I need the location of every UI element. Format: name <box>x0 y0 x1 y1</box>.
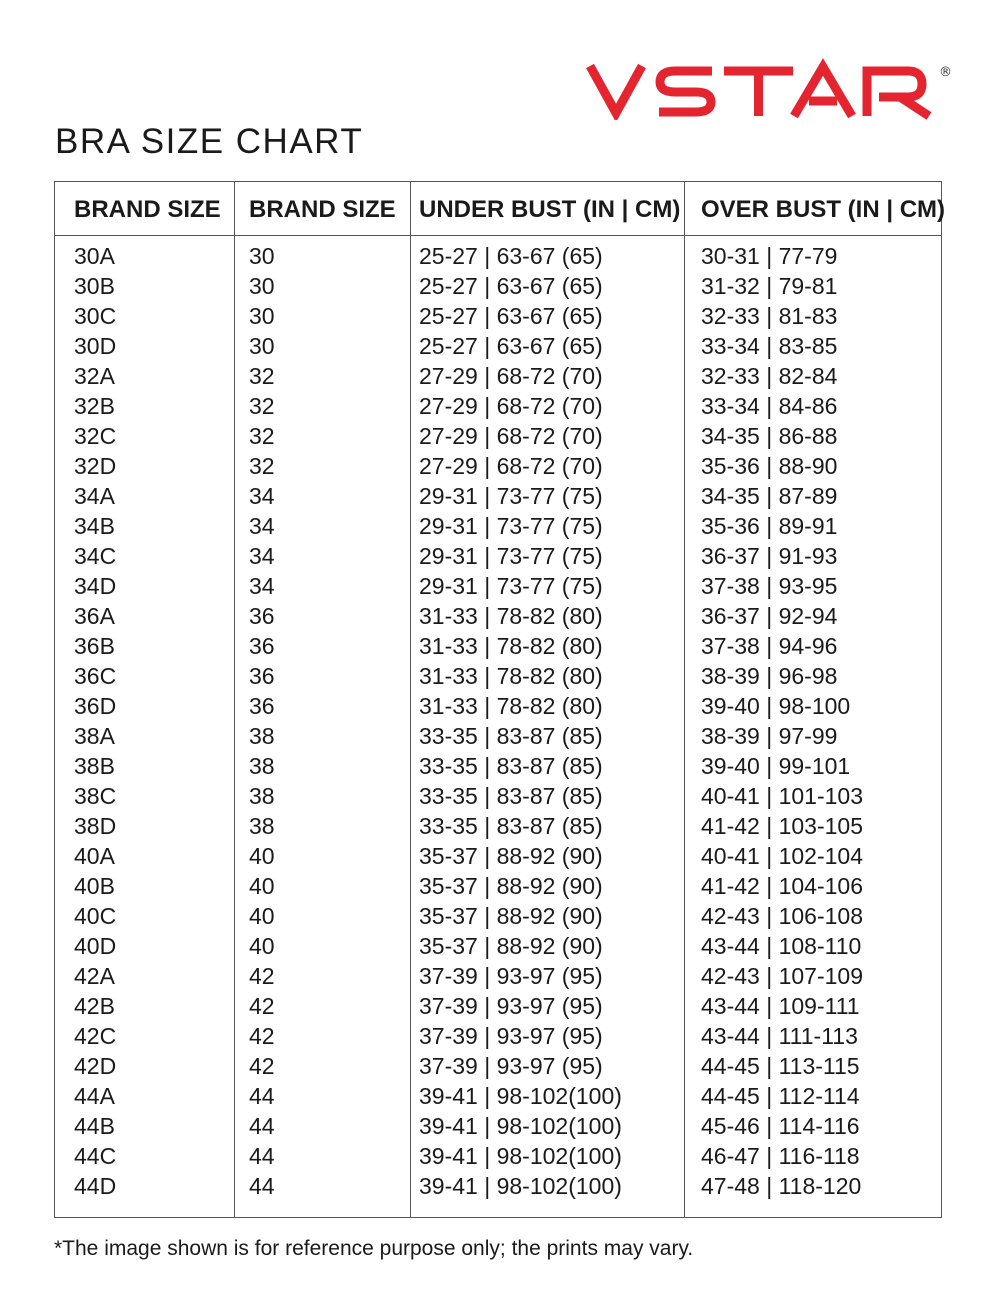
cell-brand-size: 42B <box>74 993 115 1019</box>
cell-brand-size: 30A <box>74 243 115 269</box>
cell-band-size: 34 <box>249 543 275 569</box>
cell-brand-size: 30D <box>74 333 117 359</box>
cell-band-size: 38 <box>249 723 275 749</box>
cell-over-bust: 38-39 | 97-99 <box>701 723 838 749</box>
cell-band-size: 34 <box>249 513 275 539</box>
cell-over-bust: 44-45 | 113-115 <box>701 1053 860 1079</box>
cell-under-bust: 29-31 | 73-77 (75) <box>419 513 603 539</box>
page-title: BRA SIZE CHART <box>55 122 364 161</box>
cell-under-bust: 27-29 | 68-72 (70) <box>419 453 603 479</box>
cell-under-bust: 25-27 | 63-67 (65) <box>419 243 603 269</box>
cell-over-bust: 36-37 | 92-94 <box>701 603 838 629</box>
cell-band-size: 38 <box>249 813 275 839</box>
cell-band-size: 42 <box>249 1053 275 1079</box>
cell-band-size: 44 <box>249 1143 275 1169</box>
cell-over-bust: 43-44 | 111-113 <box>701 1023 858 1049</box>
cell-over-bust: 37-38 | 93-95 <box>701 573 838 599</box>
cell-under-bust: 31-33 | 78-82 (80) <box>419 663 603 689</box>
cell-under-bust: 39-41 | 98-102(100) <box>419 1143 622 1169</box>
cell-over-bust: 41-42 | 104-106 <box>701 873 863 899</box>
cell-brand-size: 40B <box>74 873 115 899</box>
cell-band-size: 32 <box>249 423 275 449</box>
cell-brand-size: 34C <box>74 543 117 569</box>
cell-band-size: 30 <box>249 303 275 329</box>
cell-over-bust: 32-33 | 81-83 <box>701 303 838 329</box>
cell-band-size: 44 <box>249 1113 275 1139</box>
cell-brand-size: 38B <box>74 753 115 779</box>
band-size-column <box>249 241 275 1201</box>
cell-under-bust: 31-33 | 78-82 (80) <box>419 693 603 719</box>
cell-over-bust: 32-33 | 82-84 <box>701 363 838 389</box>
cell-brand-size: 34D <box>74 573 117 599</box>
cell-over-bust: 40-41 | 101-103 <box>701 783 863 809</box>
registered-mark: ® <box>939 65 952 80</box>
cell-band-size: 32 <box>249 453 275 479</box>
cell-over-bust: 42-43 | 106-108 <box>701 903 863 929</box>
cell-band-size: 34 <box>249 483 275 509</box>
cell-band-size: 40 <box>249 903 275 929</box>
header-divider <box>55 235 941 236</box>
header-over-bust: OVER BUST (IN | CM) <box>701 196 946 223</box>
cell-brand-size: 38C <box>74 783 117 809</box>
cell-band-size: 44 <box>249 1083 275 1109</box>
cell-brand-size: 36B <box>74 633 115 659</box>
cell-brand-size: 44A <box>74 1083 115 1109</box>
cell-under-bust: 39-41 | 98-102(100) <box>419 1173 622 1199</box>
cell-under-bust: 33-35 | 83-87 (85) <box>419 753 603 779</box>
over-bust-column <box>701 241 863 1201</box>
cell-brand-size: 36A <box>74 603 115 629</box>
cell-under-bust: 29-31 | 73-77 (75) <box>419 543 603 569</box>
column-divider <box>410 182 411 1217</box>
cell-under-bust: 33-35 | 83-87 (85) <box>419 813 603 839</box>
cell-over-bust: 33-34 | 84-86 <box>701 393 838 419</box>
cell-under-bust: 35-37 | 88-92 (90) <box>419 873 603 899</box>
cell-over-bust: 36-37 | 91-93 <box>701 543 838 569</box>
cell-brand-size: 40A <box>74 843 115 869</box>
cell-under-bust: 31-33 | 78-82 (80) <box>419 603 603 629</box>
cell-under-bust: 27-29 | 68-72 (70) <box>419 363 603 389</box>
cell-brand-size: 44B <box>74 1113 115 1139</box>
cell-band-size: 34 <box>249 573 275 599</box>
cell-under-bust: 35-37 | 88-92 (90) <box>419 843 603 869</box>
cell-brand-size: 34B <box>74 513 115 539</box>
cell-under-bust: 27-29 | 68-72 (70) <box>419 393 603 419</box>
cell-over-bust: 47-48 | 118-120 <box>701 1173 862 1199</box>
cell-over-bust: 39-40 | 99-101 <box>701 753 851 779</box>
cell-band-size: 38 <box>249 783 275 809</box>
cell-over-bust: 37-38 | 94-96 <box>701 633 838 659</box>
header-brand-size-band: BRAND SIZE <box>249 196 396 223</box>
cell-over-bust: 40-41 | 102-104 <box>701 843 863 869</box>
cell-over-bust: 43-44 | 109-111 <box>701 993 860 1019</box>
cell-over-bust: 42-43 | 107-109 <box>701 963 863 989</box>
cell-brand-size: 42C <box>74 1023 117 1049</box>
logo-letter-a <box>794 67 852 116</box>
cell-under-bust: 35-37 | 88-92 (90) <box>419 933 603 959</box>
cell-brand-size: 36C <box>74 663 117 689</box>
cell-brand-size: 32B <box>74 393 115 419</box>
header-under-bust: UNDER BUST (IN | CM) <box>419 196 681 223</box>
cell-under-bust: 37-39 | 93-97 (95) <box>419 963 603 989</box>
cell-band-size: 36 <box>249 633 275 659</box>
cell-band-size: 40 <box>249 843 275 869</box>
cell-over-bust: 30-31 | 77-79 <box>701 243 838 269</box>
cell-over-bust: 41-42 | 103-105 <box>701 813 863 839</box>
cell-brand-size: 30C <box>74 303 117 329</box>
header-brand-size: BRAND SIZE <box>74 196 221 223</box>
cell-under-bust: 37-39 | 93-97 (95) <box>419 1053 603 1079</box>
cell-brand-size: 42D <box>74 1053 117 1079</box>
logo-letter-v <box>590 66 642 113</box>
cell-band-size: 32 <box>249 363 275 389</box>
cell-under-bust: 37-39 | 93-97 (95) <box>419 1023 603 1049</box>
cell-brand-size: 44C <box>74 1143 117 1169</box>
cell-under-bust: 29-31 | 73-77 (75) <box>419 483 603 509</box>
disclaimer-footnote: *The image shown is for reference purpose only; the prints may vary. <box>54 1237 694 1260</box>
column-divider <box>234 182 235 1217</box>
cell-under-bust: 29-31 | 73-77 (75) <box>419 573 603 599</box>
cell-brand-size: 32C <box>74 423 117 449</box>
cell-under-bust: 25-27 | 63-67 (65) <box>419 273 603 299</box>
cell-band-size: 30 <box>249 243 275 269</box>
under-bust-column <box>419 241 622 1201</box>
cell-under-bust: 37-39 | 93-97 (95) <box>419 993 603 1019</box>
cell-band-size: 38 <box>249 753 275 779</box>
size-chart-table <box>54 181 946 1218</box>
cell-over-bust: 35-36 | 89-91 <box>701 513 838 539</box>
cell-band-size: 30 <box>249 333 275 359</box>
cell-under-bust: 33-35 | 83-87 (85) <box>419 723 603 749</box>
cell-over-bust: 45-46 | 114-116 <box>701 1113 860 1139</box>
cell-brand-size: 30B <box>74 273 115 299</box>
cell-over-bust: 46-47 | 116-118 <box>701 1143 860 1169</box>
cell-band-size: 40 <box>249 933 275 959</box>
cell-brand-size: 40D <box>74 933 117 959</box>
cell-over-bust: 34-35 | 86-88 <box>701 423 838 449</box>
cell-under-bust: 31-33 | 78-82 (80) <box>419 633 603 659</box>
cell-band-size: 36 <box>249 663 275 689</box>
cell-under-bust: 33-35 | 83-87 (85) <box>419 783 603 809</box>
cell-under-bust: 25-27 | 63-67 (65) <box>419 303 603 329</box>
cell-band-size: 44 <box>249 1173 275 1199</box>
cell-band-size: 42 <box>249 1023 275 1049</box>
cell-brand-size: 32D <box>74 453 117 479</box>
cell-brand-size: 36D <box>74 693 117 719</box>
cell-over-bust: 43-44 | 108-110 <box>701 933 862 959</box>
cell-band-size: 32 <box>249 393 275 419</box>
cell-over-bust: 34-35 | 87-89 <box>701 483 838 509</box>
cell-brand-size: 32A <box>74 363 115 389</box>
cell-under-bust: 39-41 | 98-102(100) <box>419 1083 622 1109</box>
cell-brand-size: 38D <box>74 813 117 839</box>
cell-under-bust: 27-29 | 68-72 (70) <box>419 423 603 449</box>
cell-over-bust: 31-32 | 79-81 <box>701 273 838 299</box>
cell-band-size: 42 <box>249 993 275 1019</box>
cell-over-bust: 38-39 | 96-98 <box>701 663 838 689</box>
cell-band-size: 42 <box>249 963 275 989</box>
cell-under-bust: 35-37 | 88-92 (90) <box>419 903 603 929</box>
cell-over-bust: 44-45 | 112-114 <box>701 1083 860 1109</box>
cell-over-bust: 33-34 | 83-85 <box>701 333 838 359</box>
cell-over-bust: 35-36 | 88-90 <box>701 453 838 479</box>
cell-brand-size: 38A <box>74 723 115 749</box>
cell-over-bust: 39-40 | 98-100 <box>701 693 851 719</box>
cell-band-size: 30 <box>249 273 275 299</box>
logo-letter-s <box>659 71 712 112</box>
cell-brand-size: 34A <box>74 483 115 509</box>
cell-brand-size: 40C <box>74 903 117 929</box>
cell-band-size: 40 <box>249 873 275 899</box>
vstar-logo <box>583 58 955 120</box>
cell-band-size: 36 <box>249 603 275 629</box>
cell-under-bust: 39-41 | 98-102(100) <box>419 1113 622 1139</box>
cell-under-bust: 25-27 | 63-67 (65) <box>419 333 603 359</box>
column-divider <box>684 182 685 1217</box>
cell-brand-size: 42A <box>74 963 115 989</box>
brand-size-column <box>74 241 116 1201</box>
cell-brand-size: 44D <box>74 1173 117 1199</box>
cell-band-size: 36 <box>249 693 275 719</box>
